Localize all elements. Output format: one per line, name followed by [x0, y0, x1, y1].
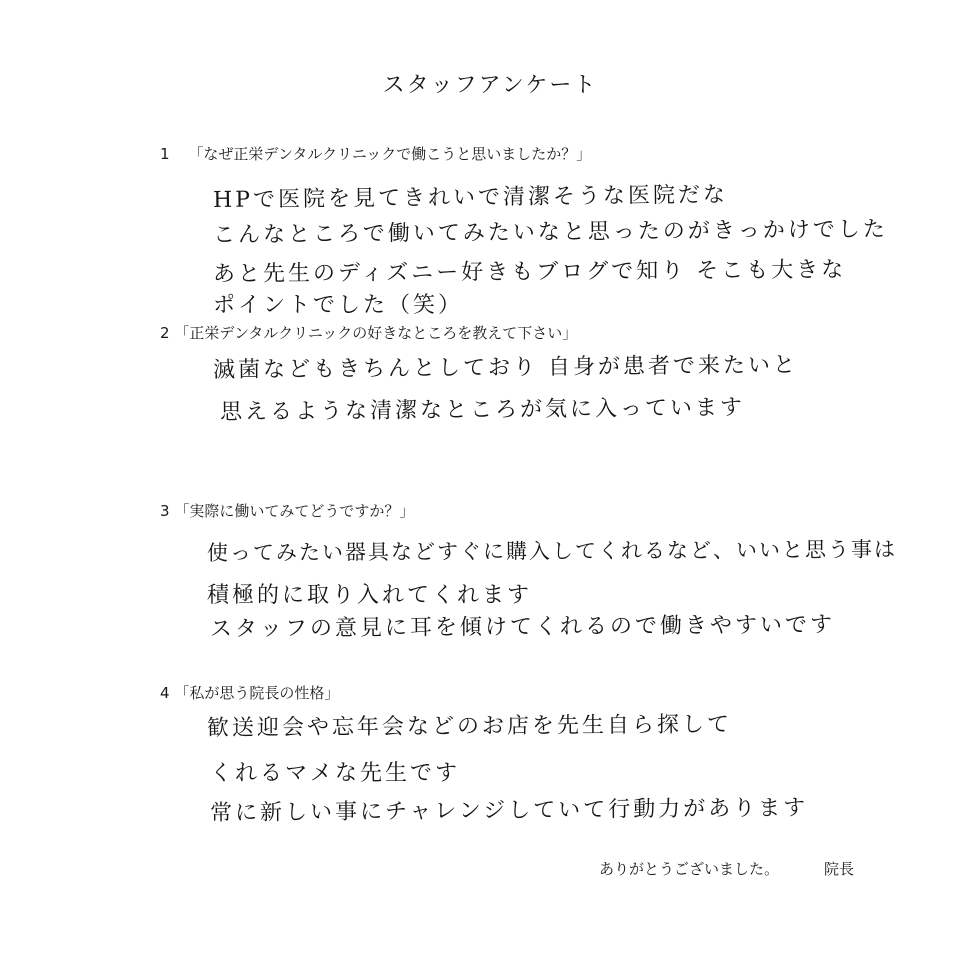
- question-number: 1: [160, 145, 170, 163]
- question-1: [160, 143, 591, 164]
- question-text: 「正栄デンタルクリニックの好きなところを教えて下さい」: [174, 324, 578, 342]
- question-number: 3: [160, 502, 170, 520]
- question-4: [160, 682, 339, 703]
- question-3: [160, 500, 414, 521]
- answer-4-line-1: 歓送迎会や忘年会などのお店を先生自ら探して: [206, 712, 733, 741]
- question-2: [160, 322, 577, 343]
- answer-1-line-1: HPで医院を見てきれいで清潔そうな医院だな: [212, 182, 729, 213]
- question-text: 「私が思う院長の性格」: [174, 684, 340, 702]
- question-text: 「なぜ正栄デンタルクリニックで働こうと思いましたか？」: [188, 145, 592, 163]
- page-title: スタッフアンケート: [382, 73, 598, 98]
- closing-thanks: ありがとうございました。: [599, 860, 780, 878]
- question-number: 4: [160, 684, 170, 702]
- answer-1-line-2: こんなところで働いてみたいなと思ったのがきっかけでした: [212, 217, 888, 248]
- signature: 院長: [824, 860, 855, 878]
- question-number: 2: [160, 324, 170, 342]
- answer-4-line-2: くれるマメな先生です: [210, 761, 461, 786]
- answer-3-line-1: 使ってみたい器具などすぐに購入してくれるなど、いいと思う事は: [206, 537, 898, 565]
- answer-2-line-2: 思えるような清潔なところが気に入っています: [219, 395, 746, 425]
- answer-1-line-3: あと先生のディズニー好きもブログで知り そこも大きな: [212, 257, 847, 287]
- answer-3-line-2: 積極的に取り入れてくれます: [207, 583, 533, 608]
- question-text: 「実際に働いてみてどうですか？」: [174, 502, 415, 520]
- answer-1-line-4: ポイントでした（笑）: [213, 293, 464, 318]
- answer-3-line-3: スタッフの意見に耳を傾けてくれるので働きやすいです: [209, 612, 836, 642]
- answer-2-line-1: 滅菌などもきちんとしており 自身が患者で来たいと: [212, 352, 799, 383]
- answer-4-line-3: 常に新しい事にチャレンジしていて行動力があります: [209, 795, 809, 826]
